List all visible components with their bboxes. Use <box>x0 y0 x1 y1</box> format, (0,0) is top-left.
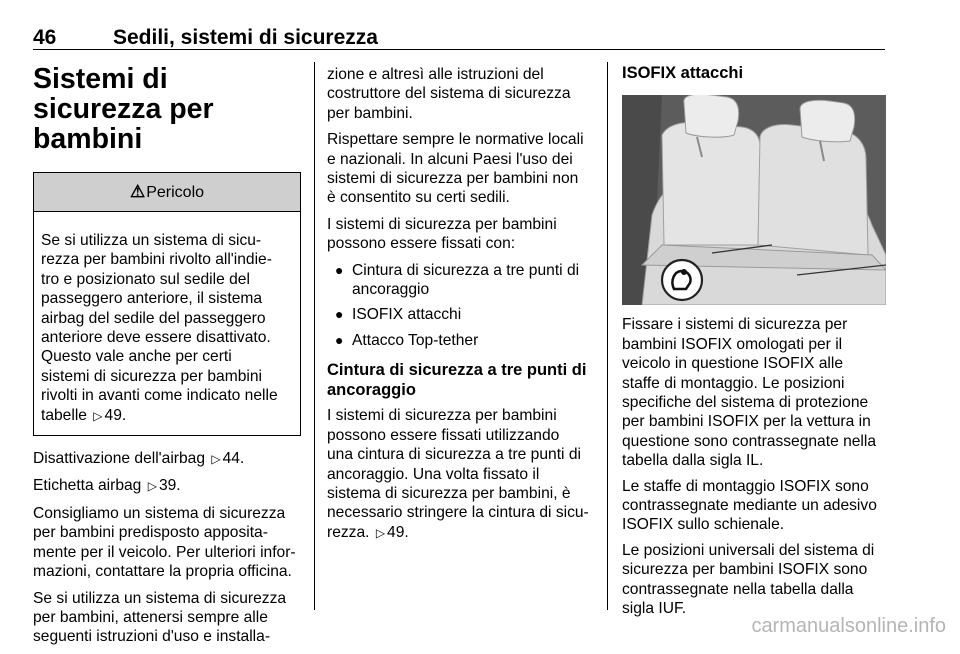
list-item <box>327 261 595 300</box>
danger-text-body: Se si utilizza un sistema di sicu- rezza per bambini rivolto all'indie- tro e posizionato sul sedile del passeggero anteriore, il sistema airbag del sedile del passeggero anteriore deve essere disattivato. Questo vale anche per certi sistemi di sicurezza per bambini rivolti in avanti come indicato nelle tabelle <box>41 232 278 424</box>
running-title: Sedili, sistemi di sicurezza <box>113 26 378 49</box>
rear-seat-isofix-illustration <box>622 95 886 305</box>
page-reference-icon: ▷ <box>211 452 221 467</box>
watermark: carmanualsonline.info <box>751 615 946 637</box>
list-item <box>327 331 595 350</box>
warning-triangle-icon: ⚠ <box>129 182 146 201</box>
header-rule <box>33 49 885 50</box>
page-reference-icon: ▷ <box>93 408 103 423</box>
paragraph-text: I sistemi di sicurezza per bambini possono essere fissati utilizzando una cintura di sicurezza a tre punti di ancoraggio. Una volta fissato il sistema di sicurezza per bambini, è necessario stringere la cintura di sicu- rezza. <box>327 407 589 541</box>
page-reference-link[interactable]: 39. <box>158 477 181 495</box>
column-2 <box>327 62 595 550</box>
danger-heading: Pericolo <box>146 184 205 201</box>
subheading-three-point-belt: Cintura di sicurezza a tre punti di ancoraggio <box>327 361 587 400</box>
bullet-icon: ● <box>335 306 344 323</box>
paragraph-regulations: Rispettare sempre le normative locali e nazionali. In alcuni Paesi l'uso dei sistemi di sicurezza per bambini non è consentito su certi sedili. <box>327 131 584 207</box>
paragraph-recommendation: Consigliamo un sistema di sicurezza per bambini predisposto apposita- mente per il veicolo. Per ulteriori infor- mazioni, contattare la propria officina. <box>33 504 296 581</box>
paragraph-text: Disattivazione dell'airbag <box>33 450 206 468</box>
fixing-methods-list <box>327 261 595 351</box>
paragraph-continuation: zione e altresì alle istruzioni del costruttore del sistema di sicurezza per bambini. <box>327 66 571 122</box>
isofix-heading: ISOFIX attacchi <box>622 64 744 82</box>
danger-box-header <box>34 173 300 212</box>
page-reference-icon: ▷ <box>375 525 386 540</box>
page-reference-icon: ▷ <box>147 479 157 494</box>
bullet-icon: ● <box>335 331 344 348</box>
paragraph-isofix-brackets: Le staffe di montaggio ISOFIX sono contrassegnate mediante un adesivo ISOFIX sullo schienale. <box>622 477 877 534</box>
paragraph-text: Etichetta airbag <box>33 477 142 495</box>
paragraph-airbag-deactivation <box>33 449 301 469</box>
danger-box <box>33 172 301 436</box>
paragraph-fixing-methods: I sistemi di sicurezza per bambini possono essere fissati con: <box>327 215 557 253</box>
section-title: Sistemi di sicurezza per bambini <box>33 63 214 155</box>
paragraph-isofix-fixing: Fissare i sistemi di sicurezza per bambini ISOFIX omologati per il veicolo in questione ISOFIX alle staffe di montaggio. Le posizioni specifiche del sistema di protezione per bambini ISOFIX per la vettura in questione sono contrassegnate nella tabella dalla sigla IL. <box>622 316 877 470</box>
paragraph-belt-fixing <box>327 406 595 543</box>
column-divider <box>314 62 315 610</box>
column-divider <box>607 62 608 610</box>
column-3 <box>622 62 886 625</box>
paragraph-instructions: Se si utilizza un sistema di sicurezza per bambini, attenersi sempre alle seguenti istruzioni d'uso e installa- <box>33 589 287 646</box>
page-reference-link[interactable]: 44. <box>222 450 245 468</box>
paragraph-isofix-universal: Le posizioni universali del sistema di sicurezza per bambini ISOFIX sono contrassegnate nella tabella dalla sigla IUF. <box>622 541 875 618</box>
page-header <box>33 22 885 50</box>
list-item <box>327 305 595 324</box>
list-item-text: ISOFIX attacchi <box>352 306 462 324</box>
isofix-child-seat-icon <box>662 260 702 300</box>
bullet-icon: ● <box>335 261 344 278</box>
list-item-text: Cintura di sicurezza a tre punti di ancoraggio <box>352 261 580 299</box>
page-reference-link[interactable]: 49. <box>104 406 127 424</box>
paragraph-airbag-label <box>33 476 301 496</box>
danger-text <box>34 212 300 435</box>
list-item-text: Attacco Top-tether <box>352 331 479 349</box>
page-reference-link[interactable]: 49. <box>387 523 409 541</box>
column-1 <box>33 62 301 654</box>
page-number: 46 <box>33 26 57 49</box>
